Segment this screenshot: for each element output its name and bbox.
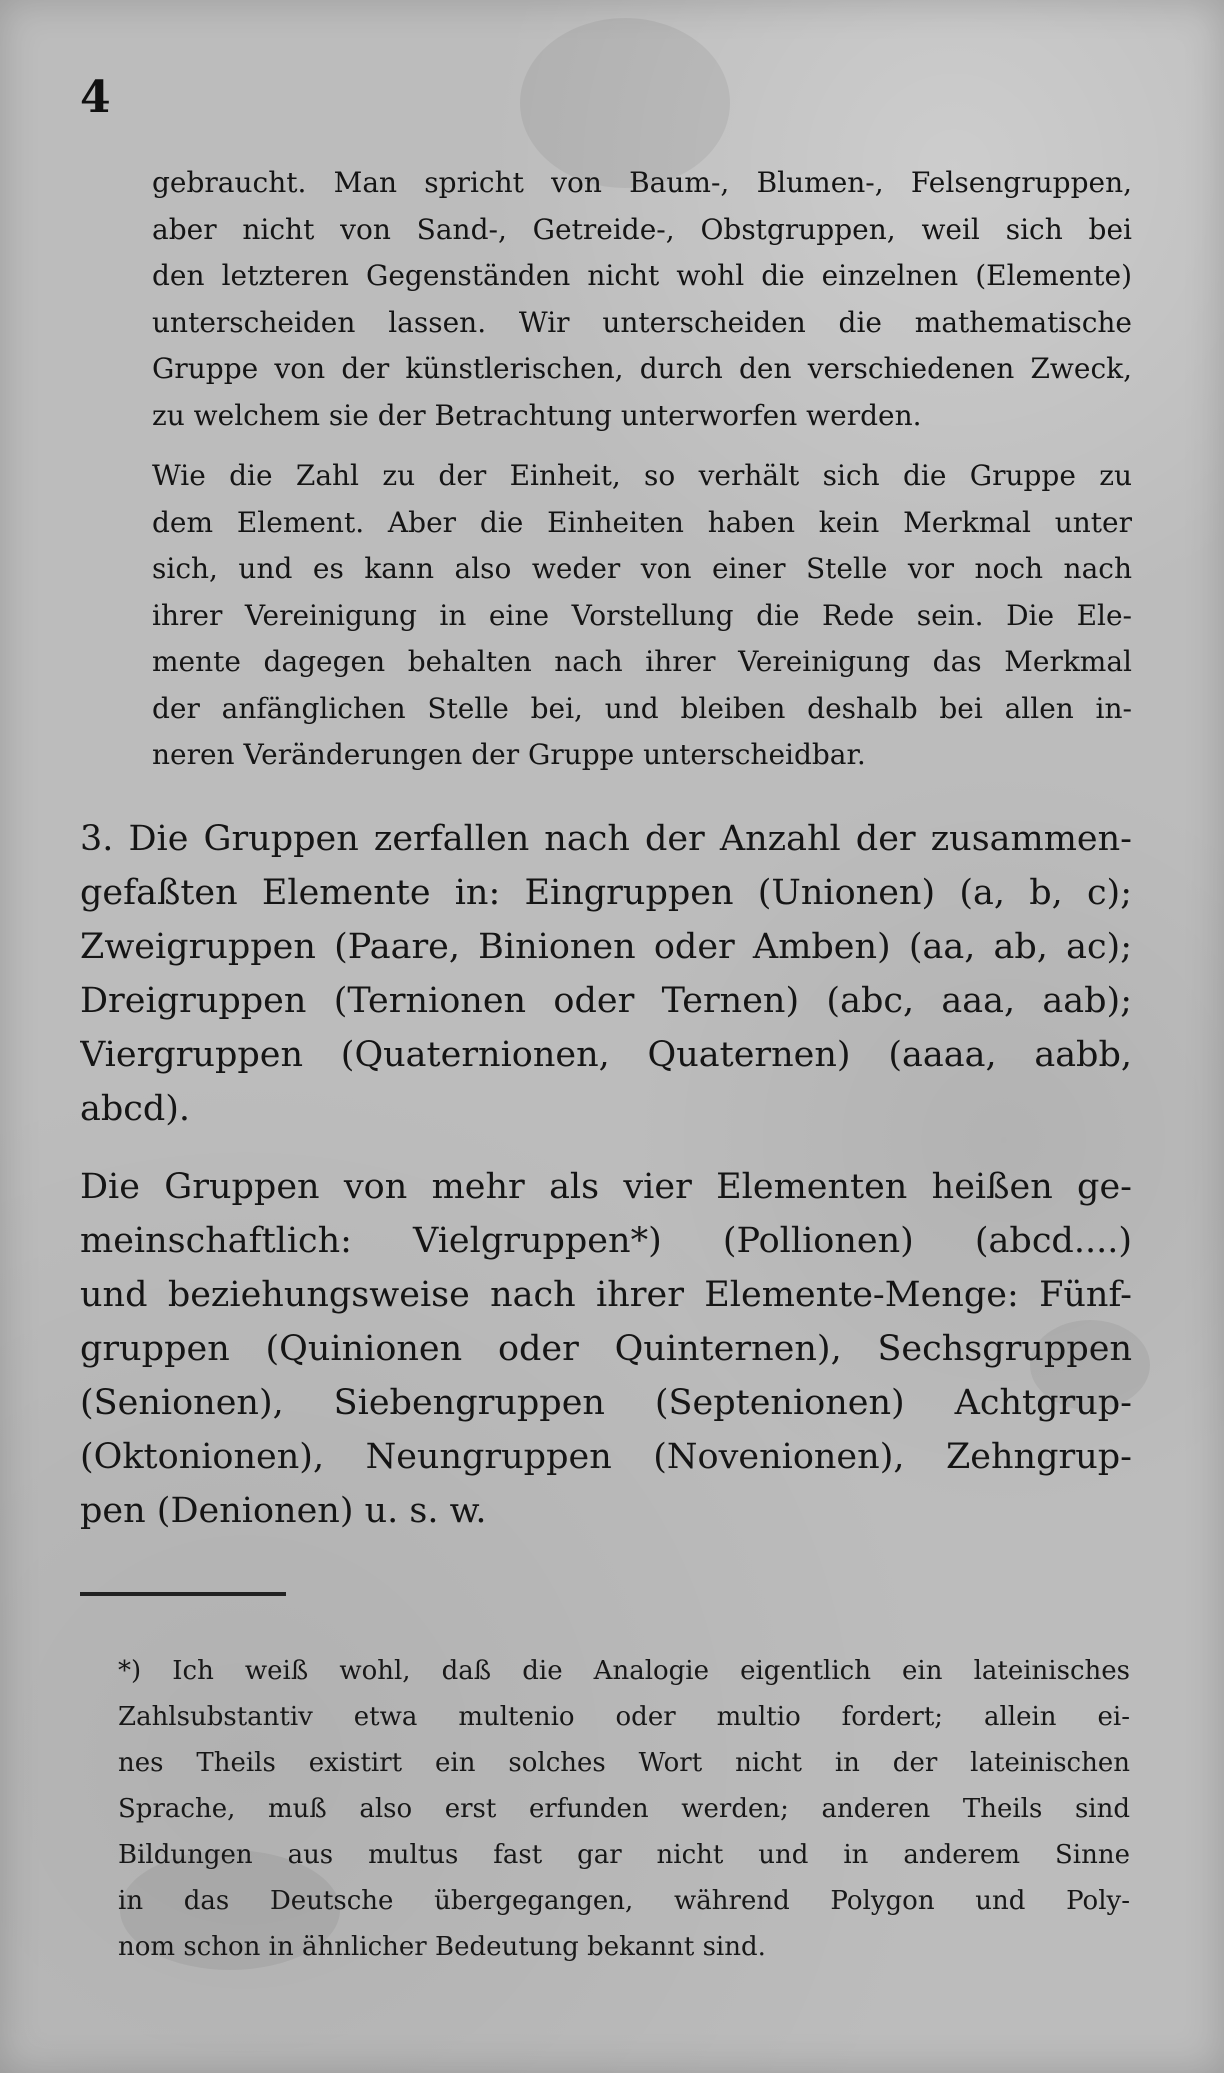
text-line: und beziehungsweise nach ihrer Elemente-Menge: Fünf-	[80, 1275, 1132, 1315]
paragraph-3	[80, 812, 1132, 1136]
text-line: Die Gruppen von mehr als vier Elementen heißen ge-	[80, 1167, 1132, 1207]
text-line: den letzteren Gegenständen nicht wohl die einzelnen (Elemente)	[152, 259, 1132, 292]
text-line: pen (Denionen) u. s. w.	[80, 1491, 487, 1531]
text-line: ihrer Vereinigung in eine Vorstellung die Rede sein. Die Ele-	[152, 598, 1132, 632]
text-line: (Oktonionen), Neungruppen (Novenionen), Zehngrup-	[80, 1437, 1132, 1477]
text-line: zu welchem sie der Betrachtung unterworfen werden.	[152, 398, 922, 432]
text-line: Wie die Zahl zu der Einheit, so verhält sich die Gruppe zu	[152, 459, 1132, 492]
text-line: Viergruppen (Quaternionen, Quaternen) (aaaa, aabb,	[80, 1035, 1132, 1075]
text-line: gruppen (Quinionen oder Quinternen), Sechsgruppen	[80, 1329, 1132, 1369]
footnote-line: nom schon in ähnlicher Bedeutung bekannt sind.	[118, 1932, 766, 1962]
footnote-line: Sprache, muß also erst erfunden werden; anderen Theils sind	[118, 1794, 1130, 1824]
footnote	[118, 1648, 1130, 1970]
text-line: gebraucht. Man spricht von Baum-, Blumen-, Felsengruppen,	[152, 166, 1132, 199]
paragraph-4	[80, 1160, 1132, 1538]
text-line: 3. Die Gruppen zerfallen nach der Anzahl der zusammen-	[80, 819, 1132, 859]
footnote-line: Bildungen aus multus fast gar nicht und in anderem Sinne	[118, 1840, 1130, 1870]
text-line: Zweigruppen (Paare, Binionen oder Amben) (aa, ab, ac);	[80, 927, 1132, 967]
footnote-line: nes Theils existirt ein solches Wort nicht in der lateinischen	[118, 1748, 1130, 1778]
text-line: gefaßten Elemente in: Eingruppen (Unionen) (a, b, c);	[80, 873, 1132, 913]
text-line: Gruppe von der künstlerischen, durch den verschiedenen Zweck,	[152, 352, 1132, 385]
paragraph-1	[152, 160, 1132, 439]
text-line: abcd).	[80, 1089, 191, 1129]
text-line: meinschaftlich: Vielgruppen*) (Pollionen) (abcd....)	[80, 1221, 1132, 1261]
text-line: neren Veränderungen der Gruppe unterscheidbar.	[152, 738, 866, 771]
footnote-line: *) Ich weiß wohl, daß die Analogie eigentlich ein lateinisches	[118, 1656, 1130, 1686]
paragraph-2	[152, 453, 1132, 779]
text-line: sich, und es kann also weder von einer Stelle vor noch nach	[152, 552, 1132, 585]
footnote-divider	[80, 1592, 286, 1596]
text-line: mente dagegen behalten nach ihrer Vereinigung das Merkmal	[152, 645, 1132, 678]
footnote-line: in das Deutsche übergegangen, während Polygon und Poly-	[118, 1886, 1130, 1916]
text-line: unterscheiden lassen. Wir unterscheiden die mathematische	[152, 305, 1132, 339]
text-line: aber nicht von Sand-, Getreide-, Obstgruppen, weil sich bei	[152, 212, 1132, 246]
text-line: Dreigruppen (Ternionen oder Ternen) (abc, aaa, aab);	[80, 981, 1132, 1021]
text-line: dem Element. Aber die Einheiten haben kein Merkmal unter	[152, 505, 1132, 539]
footnote-line: Zahlsubstantiv etwa multenio oder multio fordert; allein ei-	[118, 1702, 1130, 1732]
text-line: (Senionen), Siebengruppen (Septenionen) Achtgrup-	[80, 1383, 1132, 1423]
text-line: der anfänglichen Stelle bei, und bleiben deshalb bei allen in-	[152, 691, 1132, 725]
page-number: 4	[80, 72, 111, 123]
